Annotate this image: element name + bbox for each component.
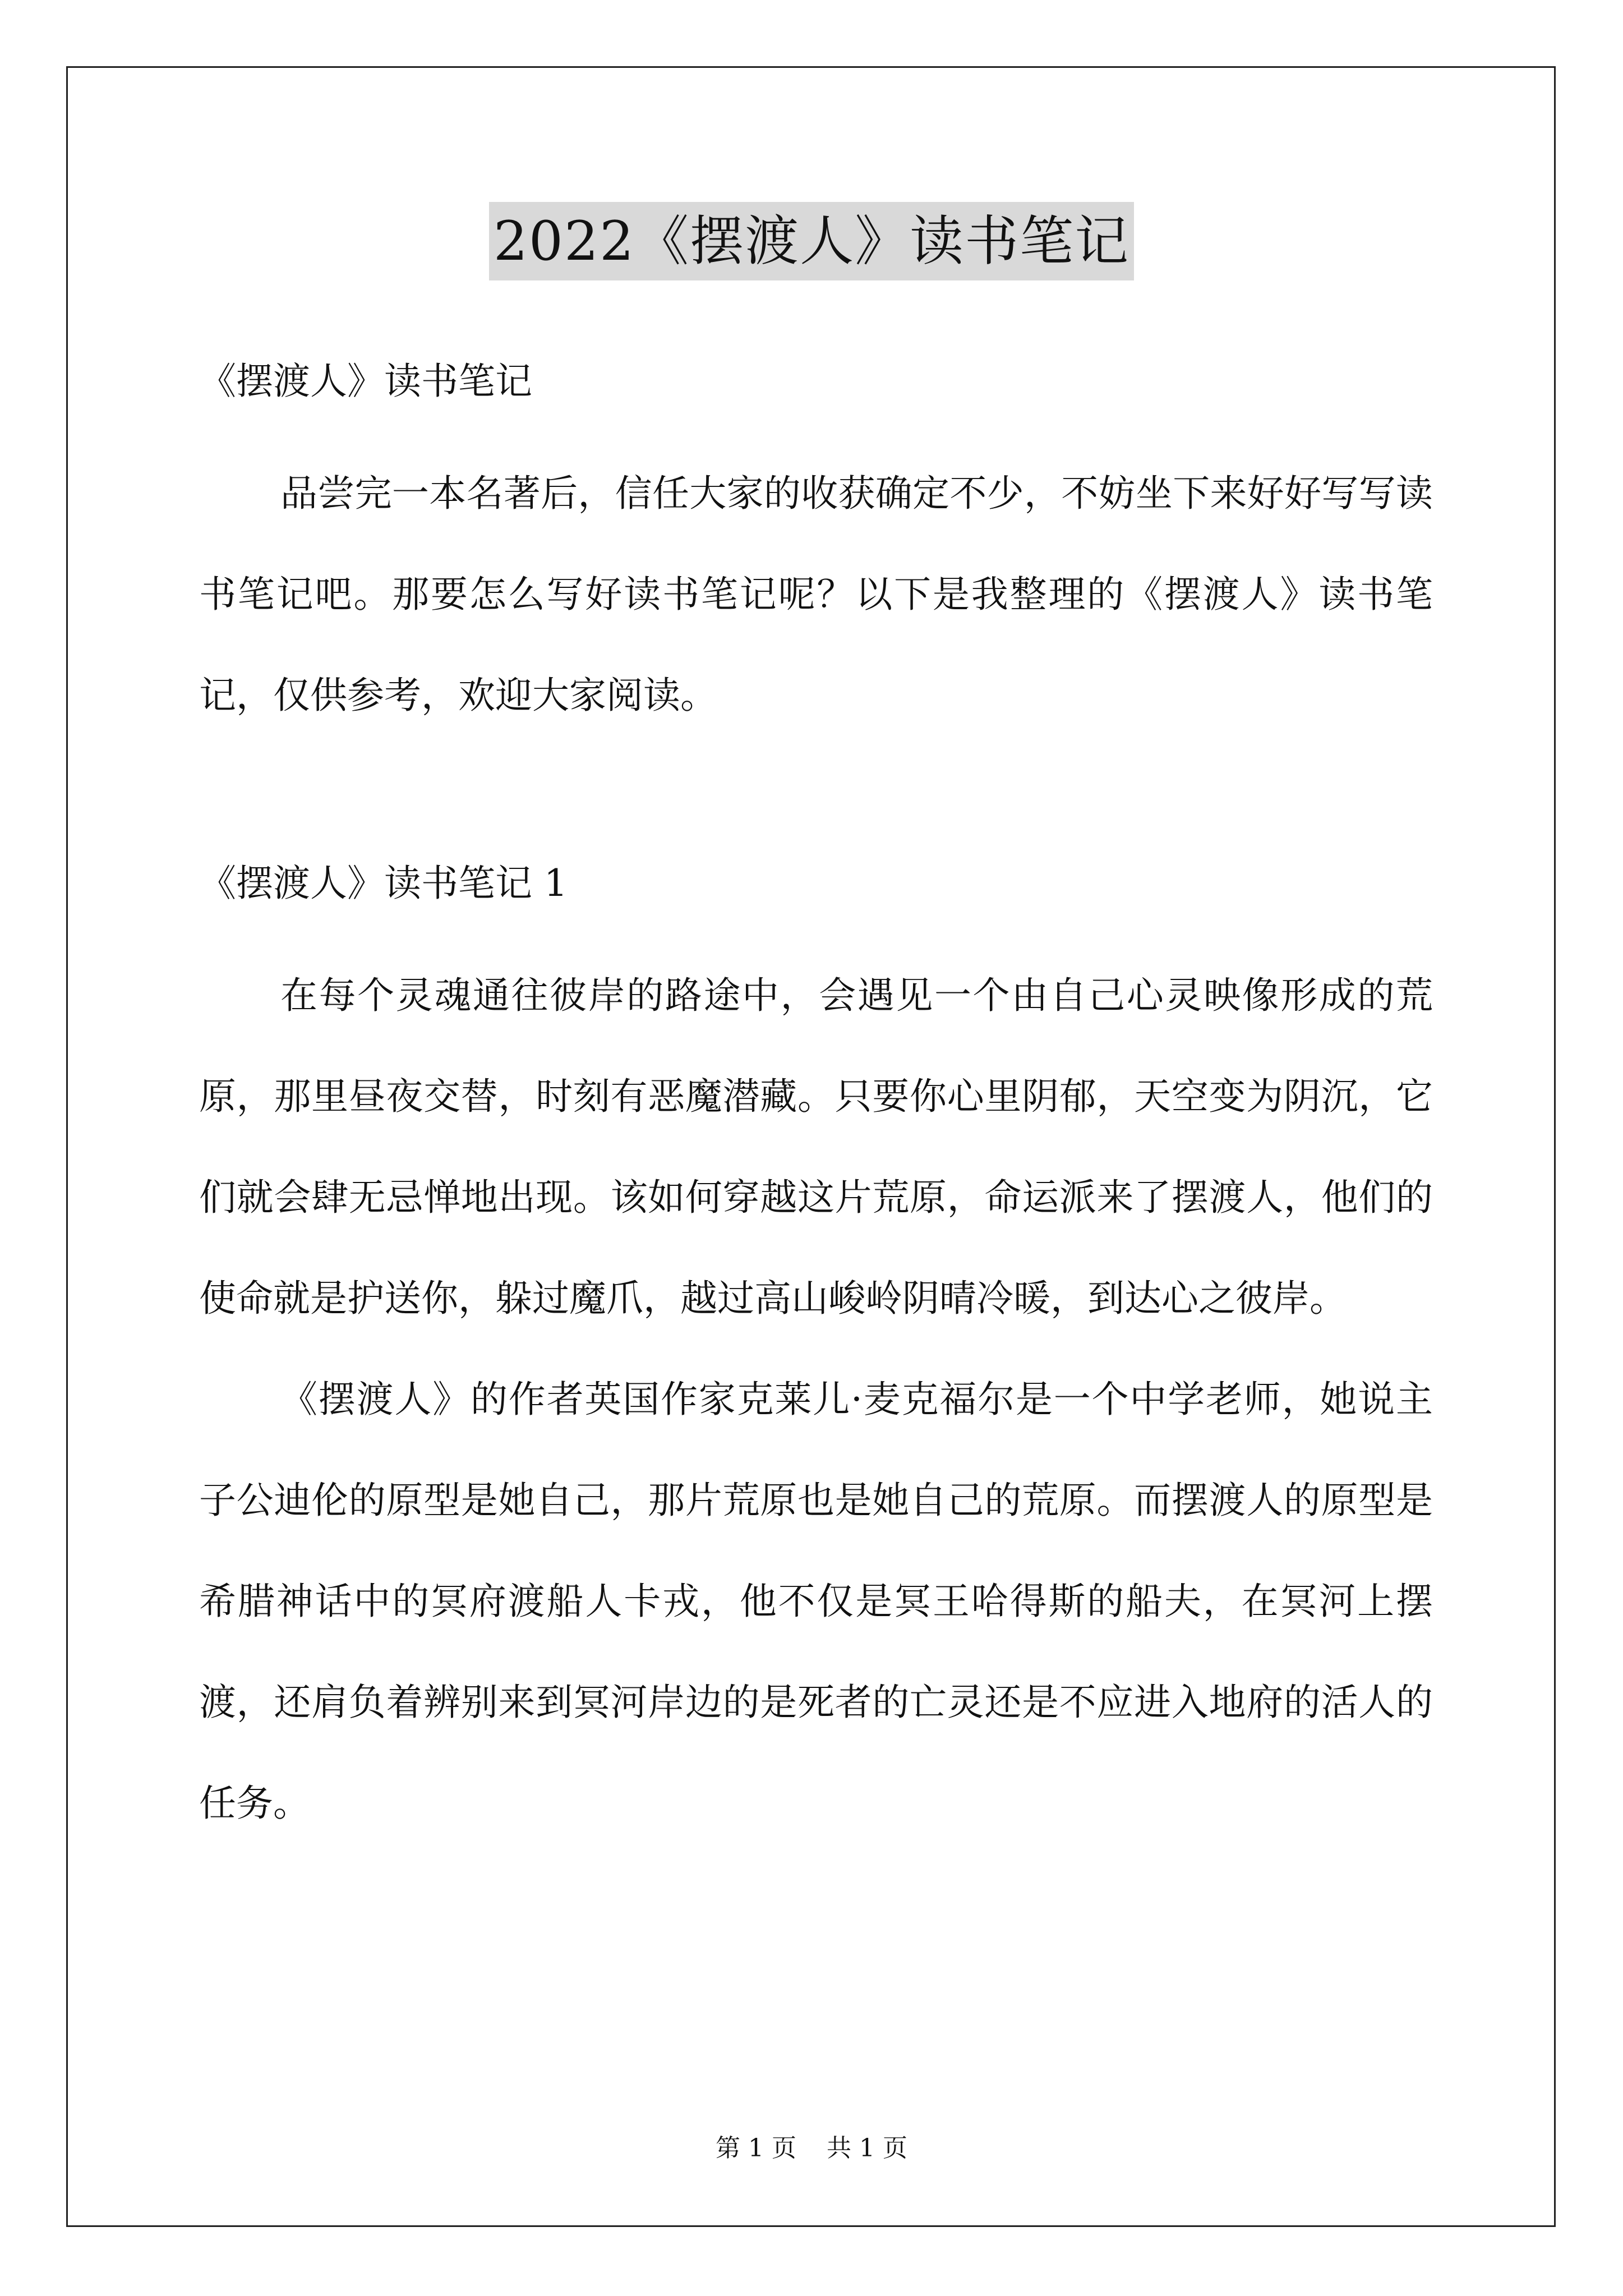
body-paragraph: 在每个灵魂通往彼岸的路途中，会遇见一个由自己心灵映像形成的荒原，那里昼夜交替，时刻有恶魔潜藏。只要你心里阴郁，天空变为阴沉，它们就会肆无忌惮地出现。该如何穿越这片荒原，命运派来了摆渡人，他们的使命就是护送你，躲过魔爪，越过高山峻岭阴晴冷暖，到达心之彼岸。 (199, 974, 1433, 1320)
body-paragraph: 《摆渡人》的作者英国作家克莱儿·麦克福尔是一个中学老师，她说主子公迪伦的原型是她自己，那片荒原也是她自己的荒原。而摆渡人的原型是希腊神话中的冥府渡船人卡戎，他不仅是冥王哈得斯的船夫，在冥河上摆渡，还肩负着辨别来到冥河岸边的是死者的亡灵还是不应进入地府的活人的任务。 (199, 1378, 1433, 1825)
page-total: 共 1 页 (827, 2134, 907, 2162)
title-wrap (0, 202, 1623, 280)
intro-paragraph: 品尝完一本名著后，信任大家的收获确定不少，不妨坐下来好好写写读书笔记吧。那要怎么写好读书笔记呢？以下是我整理的《摆渡人》读书笔记，仅供参考，欢迎大家阅读。 (199, 472, 1433, 717)
document-body (199, 348, 1433, 1854)
subtitle: 《摆渡人》读书笔记 (199, 360, 532, 403)
page-footer (0, 2132, 1623, 2165)
section-heading: 《摆渡人》读书笔记 1 (199, 862, 568, 905)
document-title: 2022《摆渡人》读书笔记 (489, 202, 1134, 280)
page-number: 第 1 页 (716, 2134, 796, 2162)
